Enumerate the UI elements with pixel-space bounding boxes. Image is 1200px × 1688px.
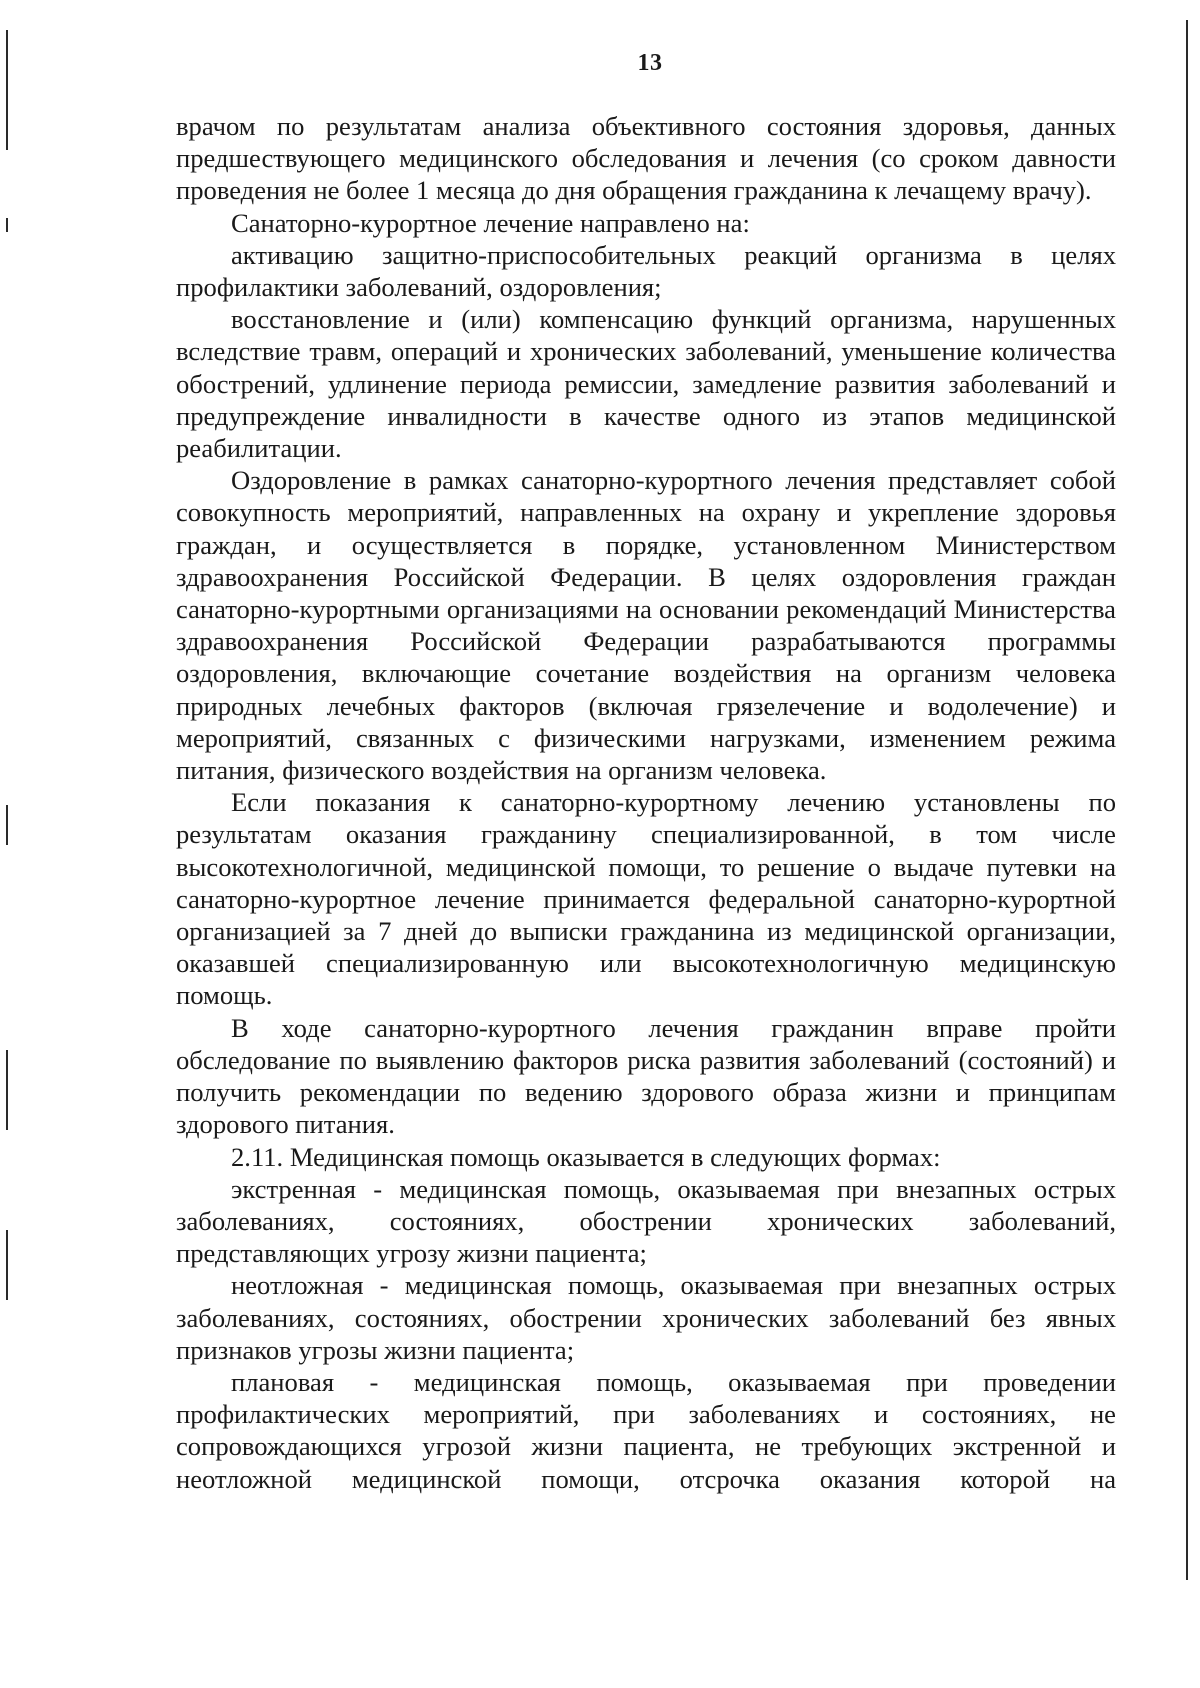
list-paragraph: экстренная - медицинская помощь, оказываемая при внезапных острых заболеваниях, состояниях, обострении хронических заболеваний, представляющих угрозу жизни пациента; — [176, 1173, 1116, 1269]
scan-margin-line-right — [1186, 20, 1188, 1580]
paragraph: активацию защитно-приспособительных реакций организма в целях профилактики заболеваний, оздоровления; — [176, 239, 1116, 303]
paragraph: Санаторно-курортное лечение направлено на: — [231, 207, 750, 238]
scan-margin-line-left — [6, 1050, 8, 1130]
scan-margin-line-left — [6, 218, 8, 232]
paragraph: врачом по результатам анализа объективного состояния здоровья, данных предшествующего медицинского обследования и лечения (со сроком давности проведения не более 1 месяца до дня обращения гражданина к лечащему врачу). — [176, 111, 1116, 206]
page-number: 13 — [637, 50, 663, 76]
list-paragraph: плановая - медицинская помощь, оказываемая при проведении профилактических мероприятий, при заболеваниях и состояниях, не сопровождающихся угрозой жизни пациента, не требующих экстренной и неотложной медицинской помощи, отсрочка оказания которой на — [176, 1366, 1116, 1494]
scan-margin-line-left — [6, 1230, 8, 1300]
section-heading-paragraph: 2.11. Медицинская помощь оказывается в следующих формах: — [231, 1141, 941, 1172]
list-paragraph: неотложная - медицинская помощь, оказываемая при внезапных острых заболеваниях, состояниях, обострении хронических заболеваний без явных признаков угрозы жизни пациента; — [176, 1270, 1116, 1365]
paragraph: В ходе санаторно-курортного лечения гражданин вправе пройти обследование по выявлению факторов риска развития заболеваний (состояний) и получить рекомендации по ведению здорового образа жизни и принципам здорового питания. — [176, 1012, 1116, 1140]
document-body — [176, 110, 1116, 1495]
paragraph: восстановление и (или) компенсацию функций организма, нарушенных вследствие травм, операций и хронических заболеваний, уменьшение количества обострений, удлинение периода ремиссии, замедление развития заболеваний и предупреждение инвалидности в качестве одного из этапов медицинской реабилитации. — [176, 304, 1116, 464]
scan-margin-line-left — [6, 30, 8, 150]
scan-margin-line-left — [6, 805, 8, 845]
paragraph: Если показания к санаторно-курортному лечению установлены по результатам оказания гражданину специализированной, в том числе высокотехнологичной, медицинской помощи, то решение о выдаче путевки на санаторно-курортное лечение принимается федеральной санаторно-курортной организацией за 7 дней до выписки гражданина из медицинской организации, оказавшей специализированную или высокотехнологичную медицинскую помощь. — [176, 787, 1116, 1011]
paragraph: Оздоровление в рамках санаторно-курортного лечения представляет собой совокупность мероприятий, направленных на охрану и укрепление здоровья граждан, и осуществляется в порядке, установленном Министерством здравоохранения Российской Федерации. В целях оздоровления граждан санаторно-курортными организациями на основании рекомендаций Министерства здравоохранения Российской Федерации разрабатываются программы оздоровления, включающие сочетание воздействия на организм человека природных лечебных факторов (включая грязелечение и водолечение) и мероприятий, связанных с физическими нагрузками, изменением режима питания, физического воздействия на организм человека. — [176, 465, 1116, 786]
